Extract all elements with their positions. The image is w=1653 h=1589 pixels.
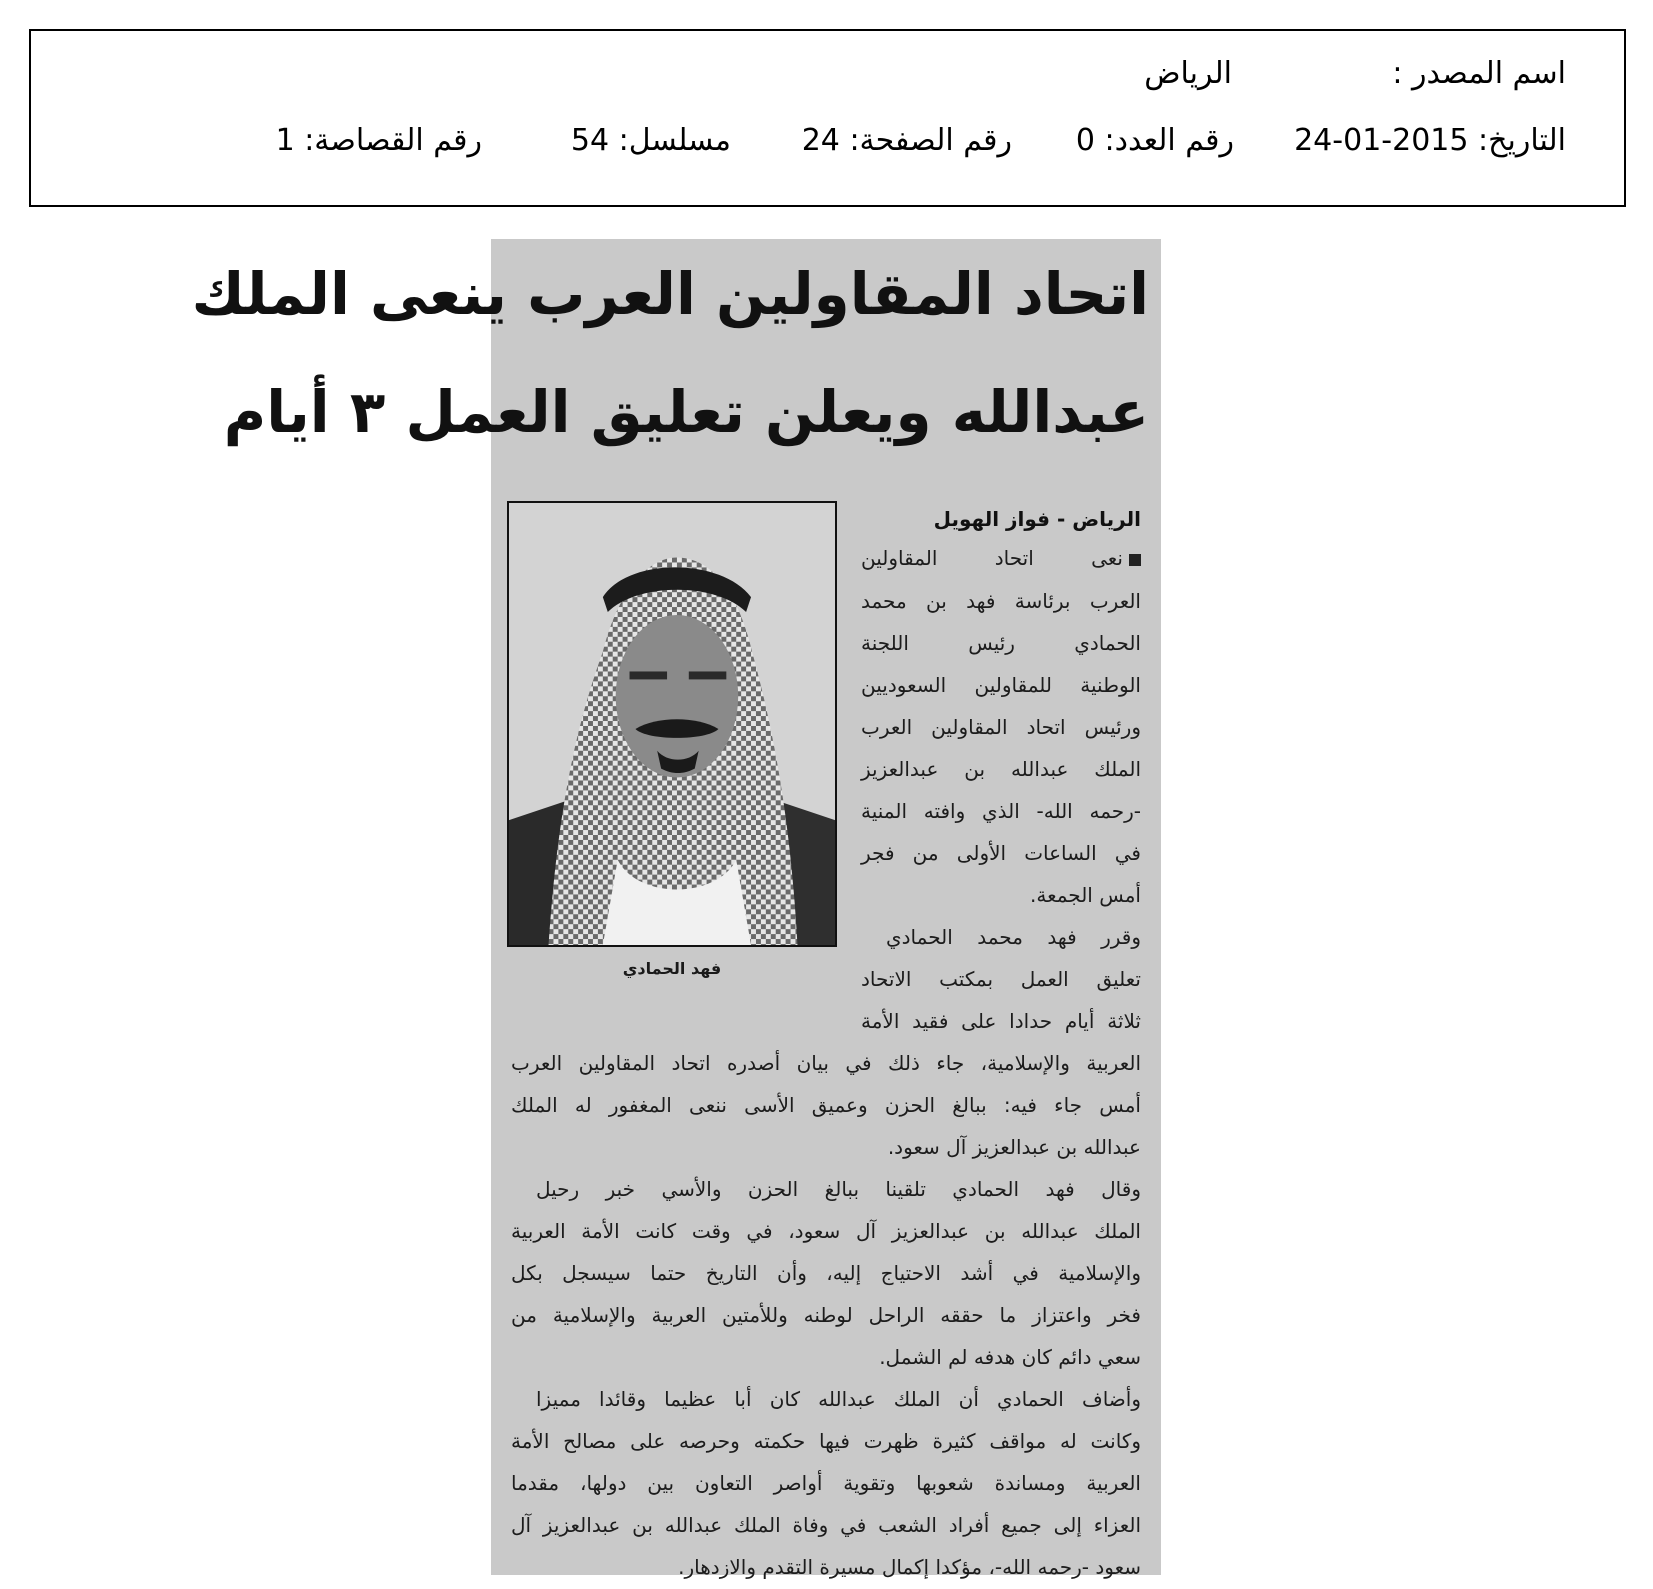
body-line: -رحمه الله- الذي وافته المنية: [861, 799, 1141, 823]
source-value: الرياض: [1144, 56, 1232, 91]
page-field: رقم الصفحة: 24: [801, 123, 1012, 158]
body-line: في الساعات الأولى من فجر: [861, 841, 1141, 865]
body-line: العرب برئاسة فهد بن محمد: [861, 589, 1141, 613]
bullet-square-icon: [1129, 554, 1141, 566]
body-line: والإسلامية في أشد الاحتياج إليه، وأن التاريخ حتما سيسجل بكل: [511, 1261, 1141, 1285]
body-line: سعي دائم كان هدفه لم الشمل.: [879, 1345, 1141, 1369]
body-line: الملك عبدالله بن عبدالعزيز آل سعود، في وقت كانت الأمة العربية: [511, 1219, 1141, 1243]
portrait-photo: [507, 501, 837, 947]
body-line: العربية والإسلامية، جاء ذلك في بيان أصدره اتحاد المقاولين العرب: [511, 1051, 1141, 1075]
newspaper-clipping: [191, 239, 1161, 1579]
body-line: تعليق العمل بمكتب الاتحاد: [861, 967, 1141, 991]
body-line: الحمادي رئيس اللجنة: [861, 631, 1141, 655]
metadata-box: [29, 29, 1626, 207]
photo-caption: فهد الحمادي: [622, 959, 722, 978]
body-line: نعى اتحاد المقاولين: [861, 545, 1141, 571]
issue-field: رقم العدد: 0: [1075, 123, 1234, 158]
body-line: أمس جاء فيه: ببالغ الحزن وعميق الأسى ننعى المغفور له الملك: [511, 1093, 1141, 1117]
body-line: العزاء إلى جميع أفراد الشعب في وفاة الملك عبدالله بن عبدالعزيز آل: [511, 1513, 1141, 1537]
body-line: العربية ومساندة شعوبها وتقوية أواصر التعاون بين دولها، مقدما: [511, 1471, 1141, 1495]
body-line: فخر واعتزاز ما حققه الراحل لوطنه وللأمتين العربية والإسلامية من: [511, 1303, 1141, 1327]
body-line: وكانت له مواقف كثيرة ظهرت فيها حكمته وحرصه على مصالح الأمة: [511, 1429, 1141, 1453]
source-label: اسم المصدر :: [1392, 56, 1566, 91]
serial-field: مسلسل: 54: [570, 123, 731, 158]
body-line: عبدالله بن عبدالعزيز آل سعود.: [887, 1135, 1141, 1159]
clip-number-field: رقم القصاصة: 1: [275, 123, 482, 158]
body-line: وقرر فهد محمد الحمادي: [886, 925, 1141, 949]
body-line: وأضاف الحمادي أن الملك عبدالله كان أبا عظيما وقائدا مميزا: [536, 1387, 1141, 1411]
body-line: سعود -رحمه الله-، مؤكدا إكمال مسيرة التقدم والازدهار.: [678, 1555, 1141, 1579]
body-line: الملك عبدالله بن عبدالعزيز: [861, 757, 1141, 781]
byline: الرياض - فواز الهويل: [933, 507, 1141, 531]
date-field: التاريخ: 2015-01-24: [1294, 123, 1566, 158]
body-line: وقال فهد الحمادي تلقينا ببالغ الحزن والأسي خبر رحيل: [536, 1177, 1141, 1201]
body-line: ثلاثة أيام حدادا على فقيد الأمة: [861, 1009, 1141, 1033]
body-line: ورئيس اتحاد المقاولين العرب: [861, 715, 1141, 739]
headline-line-1: اتحاد المقاولين العرب ينعى الملك: [191, 260, 1149, 328]
body-line: الوطنية للمقاولين السعوديين: [861, 673, 1141, 697]
body-line: أمس الجمعة.: [1030, 883, 1141, 907]
headline-line-2: عبدالله ويعلن تعليق العمل ٣ أيام: [223, 378, 1149, 446]
